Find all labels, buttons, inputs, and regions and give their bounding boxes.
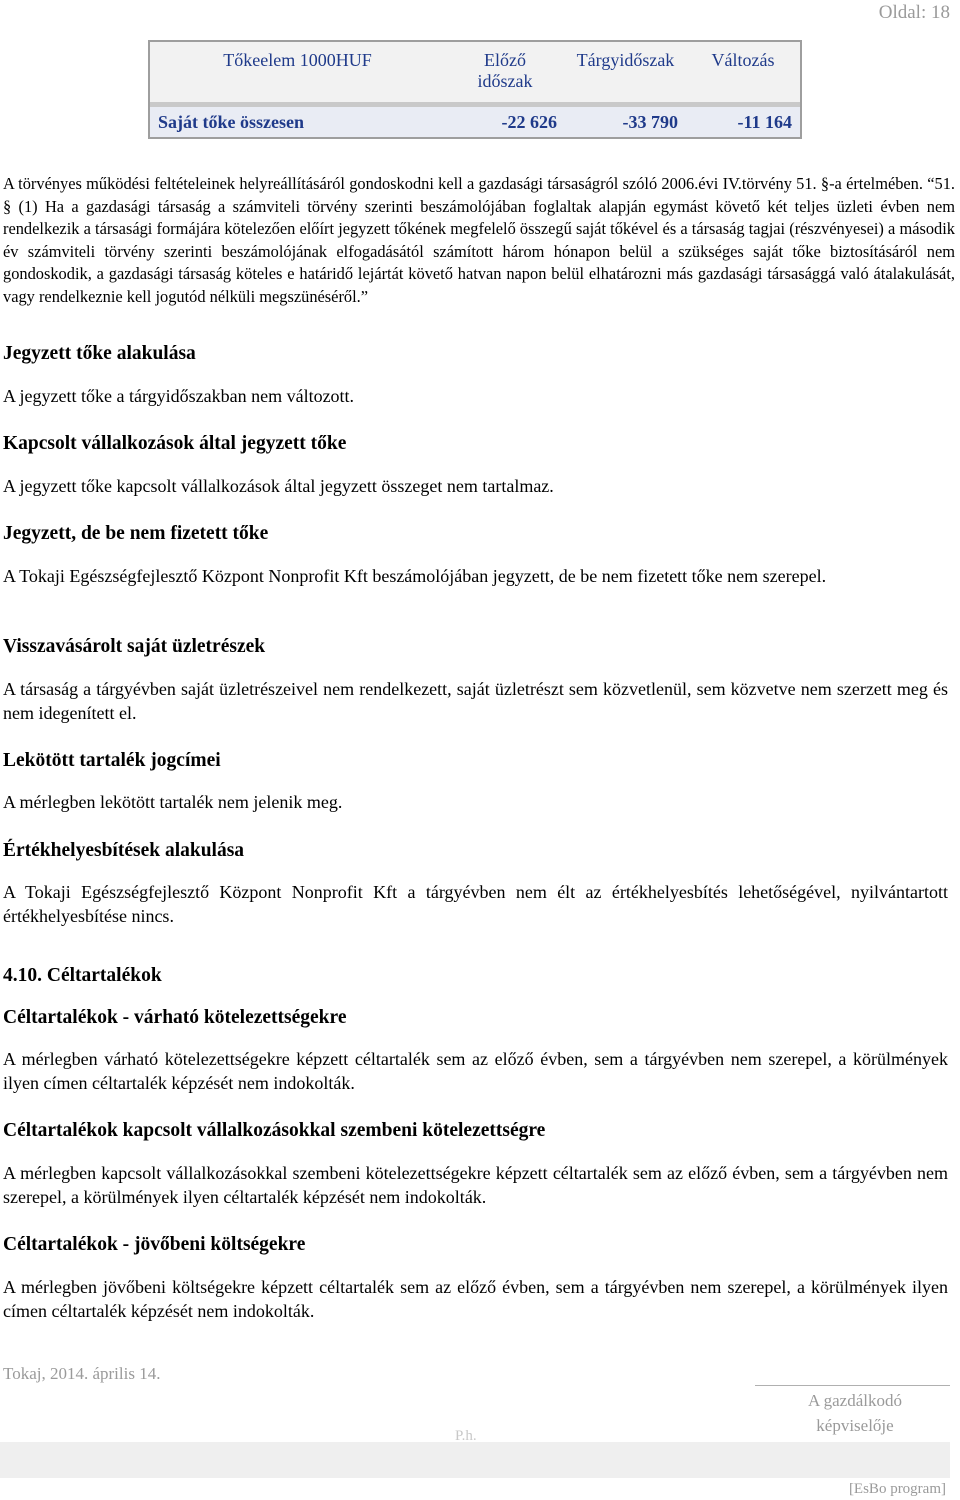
header-previous-period: Előző időszak (445, 41, 565, 102)
section-heading: Céltartalékok - várható kötelezettségekre (3, 1007, 347, 1028)
header-current-period: Tárgyidőszak (565, 41, 686, 102)
header-change: Változás (686, 41, 801, 102)
signature-line (755, 1385, 950, 1386)
section-text: A jegyzett tőke a tárgyidőszakban nem változott. (3, 386, 355, 406)
stamp-mark: P.h. (455, 1428, 477, 1444)
section-heading: Céltartalékok - jövőbeni költségekre (3, 1234, 306, 1255)
intro-paragraph: A törvényes működési feltételeinek helyreállításáról gondoskodni kell a gazdasági társaságról szóló 2006.évi IV.törvény 51. §-a értelmében. “51. § (1) Ha a gazdasági társaság a számviteli törvény szerinti beszámolójában foglaltak alapján egymást követő két teljes üzleti évben nem rendelkezik a társasági formájára kötelezően előírt jegyzett tőkének megfelelő összegű saját tőkével és a társaság tagjai (részvényesei) a második év számviteli törvény szerinti beszámolójának elfogadásától számított három hónapon belül a szükséges saját tőke biztosításáról nem gondoskodik, a gazdasági társaság köteles e határidő lejártát követő hatvan napon belül elhatározni más gazdasági társasággá való átalakulását, vagy rendelkeznie kell jogutód nélküli megszünéséről.” (3, 174, 955, 306)
header-capital-element: Tőkeelem 1000HUF (149, 41, 445, 102)
table-header-row (149, 41, 801, 102)
equity-table (148, 40, 802, 139)
table-row (149, 107, 801, 138)
row-previous: -22 626 (445, 107, 565, 138)
section-heading: Kapcsolt vállalkozások által jegyzett tőke (3, 433, 347, 454)
section-heading: Céltartalékok kapcsolt vállalkozásokkal szembeni kötelezettségre (3, 1120, 546, 1141)
section-text: A mérlegben várható kötelezettségekre képzett céltartalék sem az előző évben, sem a tárgyévben nem szerepel, a körülmények ilyen címen céltartalék képzését nem indokolták. (3, 1049, 948, 1093)
row-current: -33 790 (565, 107, 686, 138)
program-name: [EsBo program] (848, 1481, 946, 1497)
section-heading: Jegyzett, de be nem fizetett tőke (3, 523, 269, 544)
section-text: A mérlegben kapcsolt vállalkozásokkal szembeni kötelezettségekre képzett céltartalék sem az előző évben, sem a tárgyévben nem szerepel, a körülmények ilyen céltartalék képzését nem indokolták. (3, 1163, 948, 1207)
footer-bar (0, 1442, 950, 1478)
section-text: A jegyzett tőke kapcsolt vállalkozások által jegyzett összeget nem tartalmaz. (3, 476, 554, 496)
signatory-label: A gazdálkodó képviselője (808, 1391, 902, 1435)
section-text: A mérlegben jövőbeni költségekre képzett céltartalék sem az előző évben, sem a tárgyévben nem szerepel, a körülmények ilyen címen céltartalék képzését nem indokolták. (3, 1277, 948, 1321)
row-change: -11 164 (686, 107, 801, 138)
section-text: A mérlegben lekötött tartalék nem jelenik meg. (3, 792, 343, 812)
row-label: Saját tőke összesen (149, 107, 445, 138)
section-heading: Értékhelyesbítések alakulása (3, 840, 245, 861)
section-text: A társaság a tárgyévben saját üzletrészeivel nem rendelkezett, saját üzletrészt sem közvetlenül, sem közvetve nem szerzett meg és nem idegenített el. (3, 679, 948, 723)
section-heading: Lekötött tartalék jogcímei (3, 750, 221, 771)
place-date: Tokaj, 2014. április 14. (3, 1364, 161, 1383)
section-text: A Tokaji Egészségfejlesztő Központ Nonprofit Kft a tárgyévben nem élt az értékhelyesbítés lehetőségével, nyilvántartott értékhelyesbítése nincs. (3, 882, 948, 926)
section-text: A Tokaji Egészségfejlesztő Központ Nonprofit Kft beszámolójában jegyzett, de be nem fizetett tőke nem szerepel. (3, 566, 827, 586)
chapter-heading: 4.10. Céltartalékok (3, 965, 162, 986)
section-heading: Visszavásárolt saját üzletrészek (3, 636, 266, 657)
page-number: Oldal: 18 (878, 2, 950, 23)
section-heading: Jegyzett tőke alakulása (3, 343, 196, 364)
